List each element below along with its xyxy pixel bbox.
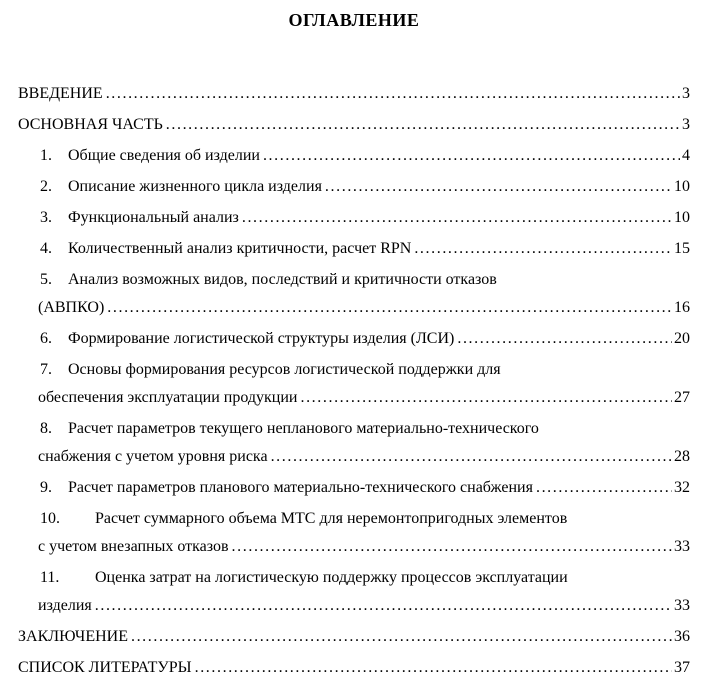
toc-entry-number: 6. xyxy=(40,330,52,347)
dot-leader xyxy=(239,204,672,232)
toc-page-number: 3 xyxy=(682,116,690,133)
toc-entry-7-continuation[interactable] xyxy=(18,384,690,412)
toc-entry-label: снабжения с учетом уровня риска xyxy=(38,448,268,465)
toc-entry-number: 3. xyxy=(40,209,52,226)
toc-entry-label: Основы формирования ресурсов логистической поддержки для xyxy=(68,361,501,378)
toc-page-number: 27 xyxy=(674,389,690,406)
toc-entry-number: 5. xyxy=(40,271,52,288)
toc-page-number: 32 xyxy=(674,479,690,496)
toc-entry-label: с учетом внезапных отказов xyxy=(38,538,229,555)
toc-entry-label: Количественный анализ критичности, расчет RPN xyxy=(68,240,412,257)
toc-entry-number: 10. xyxy=(40,510,60,527)
toc-entry-number: 7. xyxy=(40,361,52,378)
toc-entry-number: 2. xyxy=(40,178,52,195)
toc-entry-6[interactable] xyxy=(18,325,690,353)
toc-entry-label: СПИСОК ЛИТЕРАТУРЫ xyxy=(18,659,192,675)
toc-entry-1[interactable] xyxy=(18,142,690,170)
toc-entry-number: 8. xyxy=(40,420,52,437)
toc-entry-vvedenie[interactable] xyxy=(18,80,690,108)
toc-entry-3[interactable] xyxy=(18,204,690,232)
toc-page-number: 20 xyxy=(674,330,690,347)
dot-leader xyxy=(268,443,672,471)
dot-leader xyxy=(260,142,680,170)
toc-entry-label: Оценка затрат на логистическую поддержку процессов эксплуатации xyxy=(95,569,568,586)
toc-entry-label: Формирование логистической структуры изделия (ЛСИ) xyxy=(68,330,455,347)
toc-entry-label: Описание жизненного цикла изделия xyxy=(68,178,322,195)
toc-entry-number: 11. xyxy=(40,569,60,586)
toc-entry-8[interactable] xyxy=(18,415,690,443)
toc-entry-10-continuation[interactable] xyxy=(18,533,690,561)
toc-page-number: 36 xyxy=(674,628,690,645)
toc-entry-label: Функциональный анализ xyxy=(68,209,239,226)
toc-entry-number: 1. xyxy=(40,147,52,164)
toc-entry-11[interactable] xyxy=(18,564,690,592)
toc-entry-number: 4. xyxy=(40,240,52,257)
dot-leader xyxy=(411,235,672,263)
toc-entry-9[interactable] xyxy=(18,474,690,502)
toc-entry-label: Расчет параметров текущего непланового материально-технического xyxy=(68,420,539,437)
toc-entry-4[interactable] xyxy=(18,235,690,263)
dot-leader xyxy=(454,325,672,353)
toc-page-number: 15 xyxy=(674,240,690,257)
toc-entry-label: Анализ возможных видов, последствий и критичности отказов xyxy=(68,271,497,288)
toc-entry-label: Общие сведения об изделии xyxy=(68,147,260,164)
toc-page-number: 16 xyxy=(674,299,690,316)
toc-page-number: 10 xyxy=(674,178,690,195)
toc-page-number: 10 xyxy=(674,209,690,226)
toc-entry-label: изделия xyxy=(38,597,92,614)
toc-page-number: 3 xyxy=(682,85,690,102)
toc-entry-label: обеспечения эксплуатации продукции xyxy=(38,389,298,406)
dot-leader xyxy=(297,384,672,412)
toc-entry-osnovnaya-chast[interactable] xyxy=(18,111,690,139)
toc-entry-label: (АВПКО) xyxy=(38,299,105,316)
toc-page-number: 4 xyxy=(682,147,690,164)
toc-entry-label: ВВЕДЕНИЕ xyxy=(18,85,103,102)
toc-page-number: 37 xyxy=(674,659,690,675)
toc-entry-label: Расчет параметров планового материально-технического снабжения xyxy=(68,479,533,496)
toc-entry-5-continuation[interactable] xyxy=(18,294,690,322)
table-of-contents xyxy=(18,80,690,675)
toc-page-number: 28 xyxy=(674,448,690,465)
dot-leader xyxy=(163,111,680,139)
dot-leader xyxy=(533,474,672,502)
toc-page-number: 33 xyxy=(674,597,690,614)
dot-leader xyxy=(103,80,680,108)
toc-entry-label: ЗАКЛЮЧЕНИЕ xyxy=(18,628,128,645)
toc-entry-label: Расчет суммарного объема МТС для неремонтопригодных элементов xyxy=(95,510,568,527)
dot-leader xyxy=(229,533,672,561)
toc-entry-5[interactable] xyxy=(18,266,690,294)
toc-entry-number: 9. xyxy=(40,479,52,496)
toc-entry-label: ОСНОВНАЯ ЧАСТЬ xyxy=(18,116,163,133)
dot-leader xyxy=(322,173,672,201)
dot-leader xyxy=(128,623,672,651)
page-title: ОГЛАВЛЕНИЕ xyxy=(288,10,420,30)
toc-page-number: 33 xyxy=(674,538,690,555)
dot-leader xyxy=(192,654,672,675)
dot-leader xyxy=(104,294,672,322)
toc-entry-10[interactable] xyxy=(18,505,690,533)
toc-entry-11-continuation[interactable] xyxy=(18,592,690,620)
toc-entry-7[interactable] xyxy=(18,356,690,384)
toc-entry-2[interactable] xyxy=(18,173,690,201)
toc-entry-spisok-literatury[interactable] xyxy=(18,654,690,675)
toc-entry-8-continuation[interactable] xyxy=(18,443,690,471)
dot-leader xyxy=(92,592,672,620)
toc-entry-zaklyuchenie[interactable] xyxy=(18,623,690,651)
